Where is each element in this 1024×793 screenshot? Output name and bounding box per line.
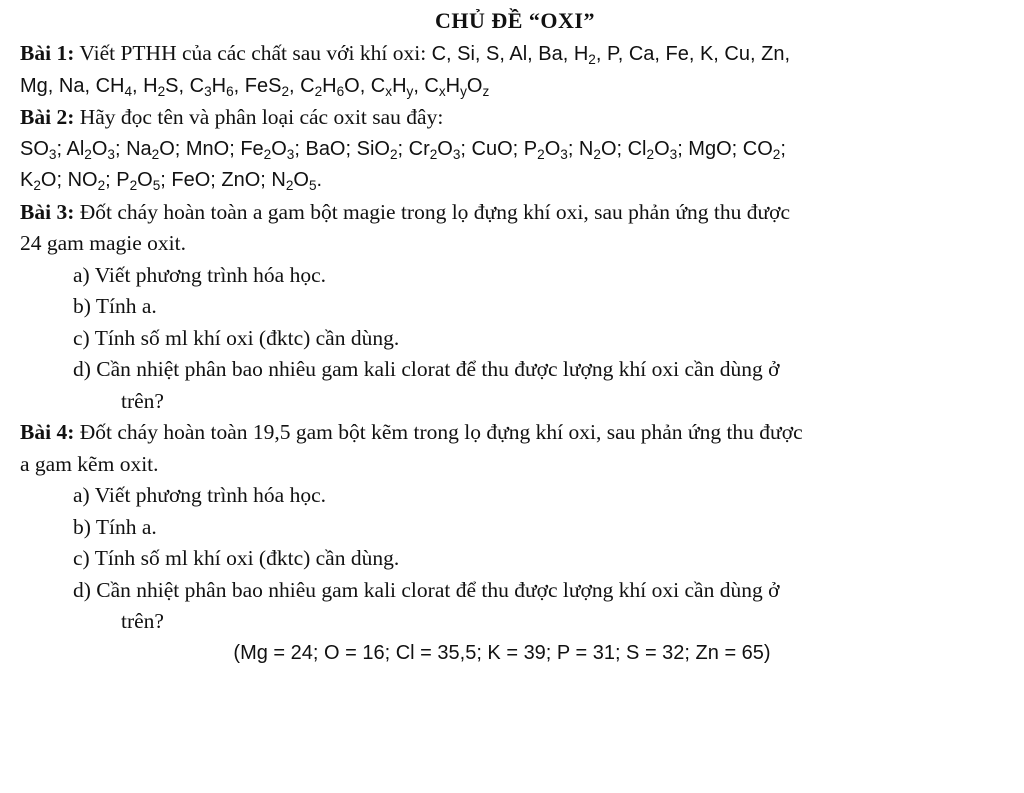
exercise-1-substances-line-2: Mg, Na, $CH_4$, $H_2S$, $C_3H_6$, FeS$_2$, $C_2H_6O$, $C_xH_y$, $C_xH_yO_z$	[20, 74, 490, 99]
exercise-3-label: Bài 3:	[20, 199, 75, 224]
exercise-1-label: Bài 1:	[20, 41, 75, 65]
subscript: 2	[129, 177, 138, 193]
subscript: z	[482, 83, 490, 99]
subscript: 2	[389, 146, 398, 162]
exercise-2-text: Hãy đọc tên và phân loại các oxit sau đây:	[79, 105, 444, 129]
subscript: 3	[669, 146, 678, 162]
exercise-2-oxides-line-2: $K_2O$; $NO_2$; $P_2O_5$; FeO; ZnO; $N_2O_5$.	[20, 169, 323, 193]
exercise-4-text: Đốt cháy hoàn toàn 19,5 gam bột kẽm trong lọ đựng khí oxi, sau phản ứng thu được	[79, 420, 803, 444]
exercise-4-part-a: a) Viết phương trình hóa học.	[73, 483, 327, 507]
subscript: 2	[646, 146, 655, 162]
exercise-2-label: Bài 2:	[20, 105, 75, 129]
subscript: 5	[308, 177, 317, 193]
subscript: 5	[152, 177, 161, 193]
subscript: 2	[314, 83, 323, 99]
subscript: 2	[33, 177, 41, 193]
exercise-4-part-b: b) Tính a.	[73, 514, 157, 539]
atomic-mass-constants: (Mg = 24; O = 16; Cl = 35,5; K = 39; P = 31; S = 32; Zn = 65)	[233, 641, 771, 664]
subscript: 3	[286, 146, 295, 162]
exercise-4-part-d-continued: trên?	[121, 609, 164, 633]
subscript: x	[438, 83, 446, 99]
exercise-3-line-1	[20, 197, 1010, 229]
exercise-2-oxides-line-1: $SO_3$; $Al_2O_3$; $Na_2O$; MnO; $Fe_2O_3$; BaO; SiO$_2$; $Cr_2O_3$; CuO; $P_2O_3$; $N_2O$; $Cl_2O_3$; MgO; $CO_2$;	[20, 137, 786, 162]
subscript: 2	[281, 83, 289, 99]
subscript: 2	[588, 51, 596, 67]
subscript: 2	[151, 146, 160, 162]
subscript: 2	[537, 146, 545, 162]
exercise-3-part-d: d) Cần nhiệt phân bao nhiêu gam kali clorat để thu được lượng khí oxi cần dùng ở	[73, 357, 780, 381]
exercise-3-line-2: 24 gam magie oxit.	[20, 231, 186, 255]
subscript: 2	[772, 146, 781, 162]
subscript: 2	[97, 177, 106, 193]
subscript: 2	[429, 146, 438, 162]
subscript: 3	[560, 146, 568, 162]
exercise-4-line-2: a gam kẽm oxit.	[20, 451, 159, 476]
exercise-3-part-a: a) Viết phương trình hóa học.	[73, 262, 327, 287]
exercise-1-substances-line-1: C, Si, S, Al, Ba, $H_2$, P, Ca, Fe, K, Cu, Zn,	[431, 43, 790, 67]
subscript: y	[460, 83, 467, 99]
exercise-3-part-b: b) Tính a.	[73, 294, 157, 318]
exercise-4-part-d: d) Cần nhiệt phân bao nhiêu gam kali clorat để thu được lượng khí oxi cần dùng ở	[73, 577, 780, 602]
subscript: 2	[593, 146, 601, 162]
exercise-2-line-1	[20, 102, 1010, 134]
exercise-4-part-c: c) Tính số ml khí oxi (đktc) cần dùng.	[73, 546, 400, 570]
subscript: x	[385, 83, 393, 99]
exercise-1-text: Viết PTHH của các chất sau với khí oxi:	[79, 41, 427, 65]
subscript: 3	[107, 146, 115, 162]
exercise-3-part-d-continued: trên?	[121, 388, 164, 413]
exercise-3-text: Đốt cháy hoàn toàn a gam bột magie trong lọ đựng khí oxi, sau phản ứng thu được	[79, 199, 791, 224]
subscript: 2	[285, 177, 294, 193]
subscript: 3	[452, 146, 461, 162]
exercise-3-part-c: c) Tính số ml khí oxi (đktc) cần dùng.	[73, 325, 400, 350]
subscript: 3	[48, 146, 57, 162]
subscript: 2	[263, 146, 272, 162]
exercise-4-label: Bài 4:	[20, 420, 75, 444]
subscript: 2	[157, 83, 166, 99]
subscript: 6	[336, 83, 345, 99]
exercise-1-line-1	[20, 38, 1010, 71]
exercise-4-line-1	[20, 417, 1010, 449]
subscript: 4	[124, 83, 133, 99]
page-title: CHỦ ĐỀ “OXI”	[434, 8, 595, 33]
subscript: 6	[226, 83, 234, 99]
subscript: 3	[204, 83, 212, 99]
subscript: y	[406, 83, 414, 99]
subscript: 2	[84, 146, 92, 162]
